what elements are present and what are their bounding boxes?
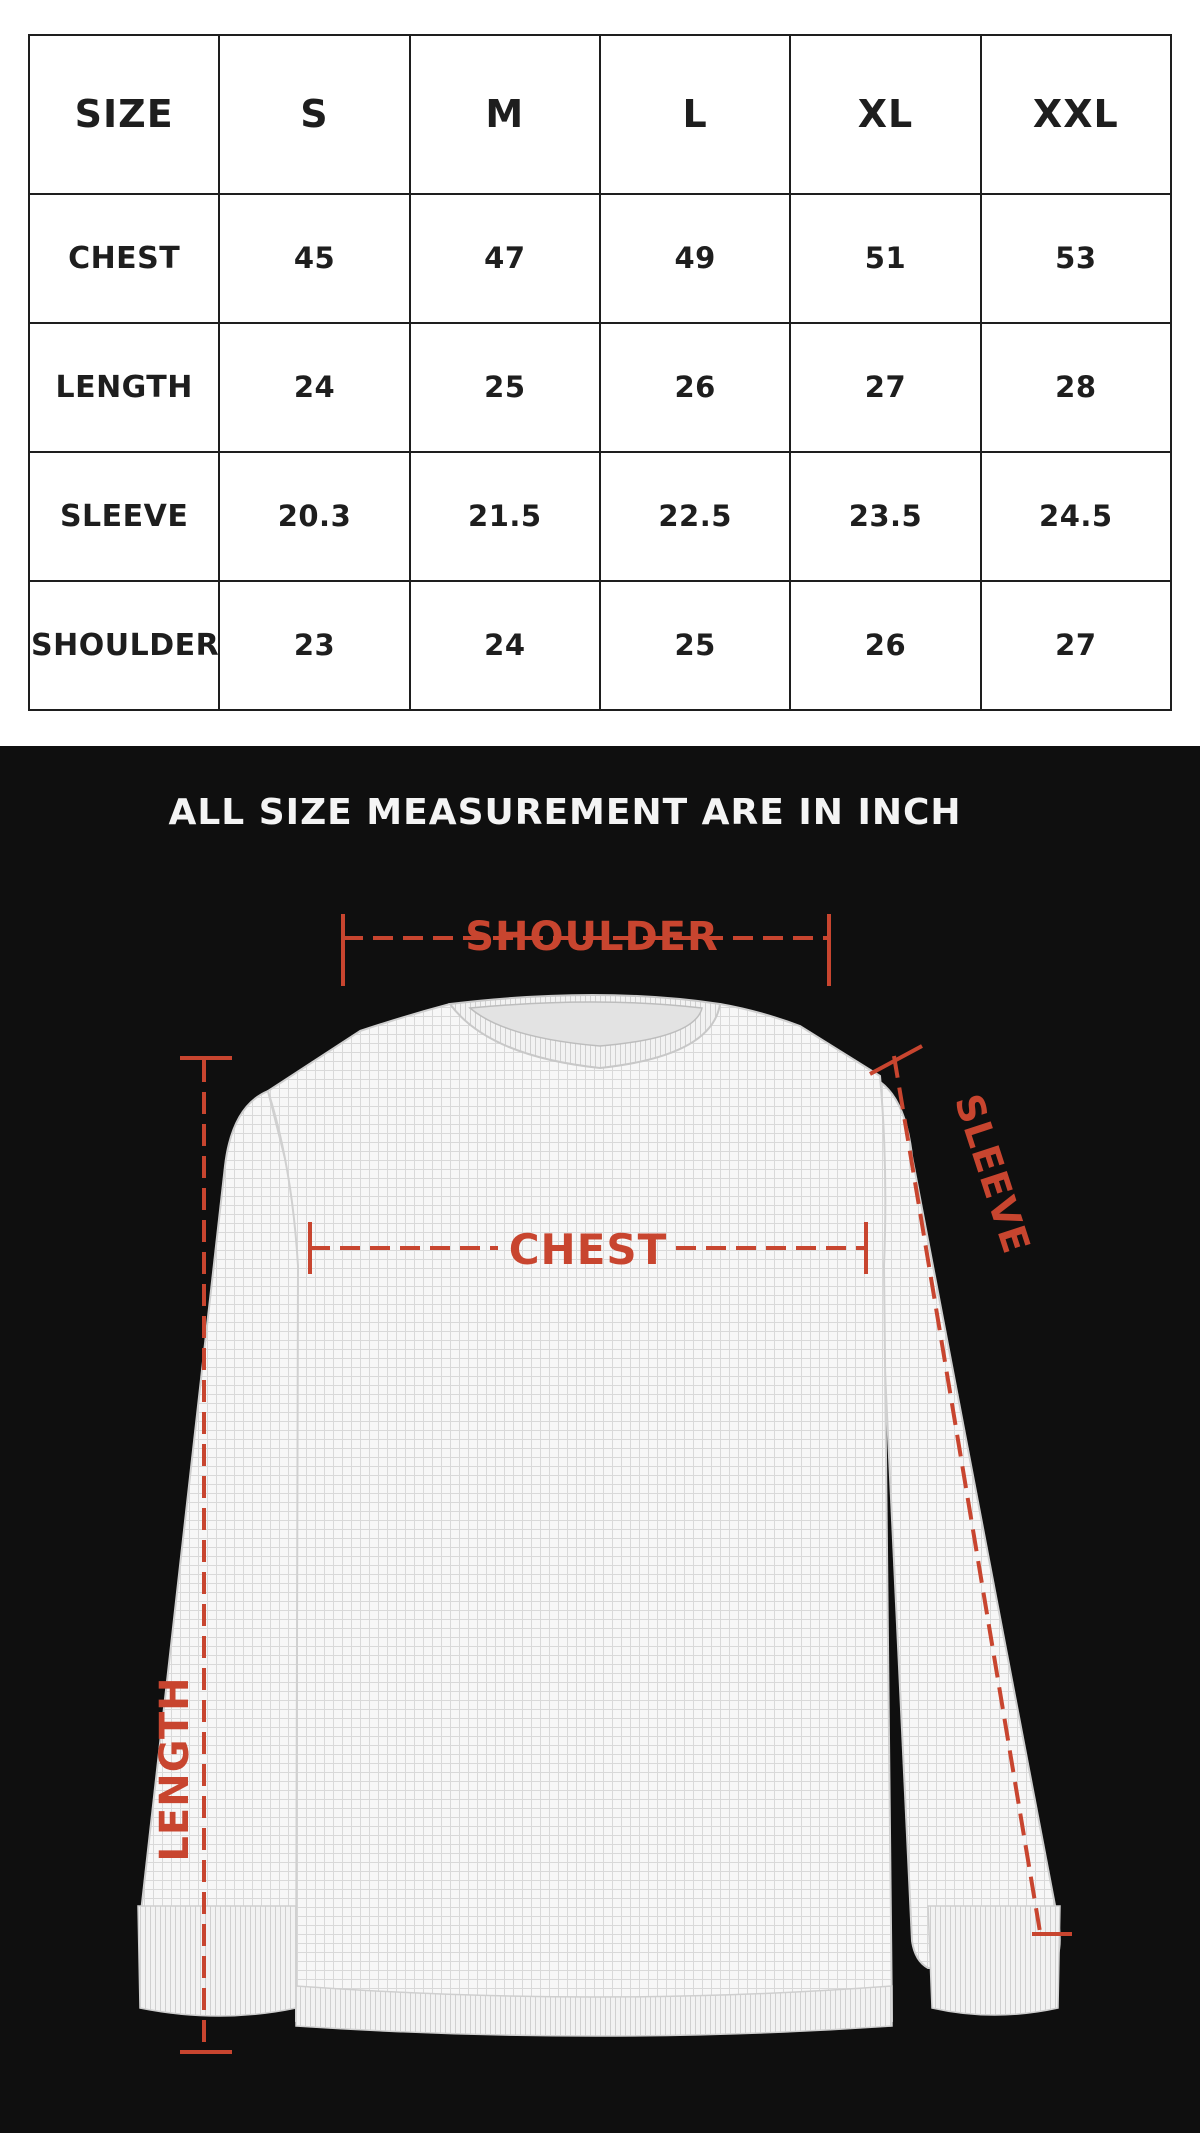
- sweater-illustration: [138, 995, 1060, 2036]
- table-row-shoulder: [29, 581, 1171, 710]
- table-cell: 28: [981, 323, 1171, 452]
- table-cell: 24: [410, 581, 600, 710]
- size-chart-section: [0, 0, 1200, 746]
- table-cell: 51: [790, 194, 980, 323]
- table-cell: 20.3: [219, 452, 409, 581]
- header-cell: L: [600, 35, 790, 194]
- measurement-unit-note: ALL SIZE MEASUREMENT ARE IN INCH: [168, 792, 962, 833]
- table-cell: 21.5: [410, 452, 600, 581]
- sleeve-label: SLEEVE: [945, 1088, 1039, 1260]
- table-cell: 27: [981, 581, 1171, 710]
- header-cell: XL: [790, 35, 980, 194]
- table-row-sleeve: [29, 452, 1171, 581]
- row-label: CHEST: [29, 194, 219, 323]
- header-cell: SIZE: [29, 35, 219, 194]
- chest-label: CHEST: [508, 1225, 668, 1274]
- table-cell: 22.5: [600, 452, 790, 581]
- table-cell: 23: [219, 581, 409, 710]
- right-sleeve: [870, 1076, 1060, 1968]
- sweater-measurement-diagram: [0, 746, 1200, 2133]
- table-row-chest: [29, 194, 1171, 323]
- header-cell: S: [219, 35, 409, 194]
- table-cell: 49: [600, 194, 790, 323]
- table-cell: 45: [219, 194, 409, 323]
- size-chart-table: [28, 34, 1172, 711]
- table-cell: 25: [600, 581, 790, 710]
- table-cell: 23.5: [790, 452, 980, 581]
- table-cell: 47: [410, 194, 600, 323]
- table-cell: 25: [410, 323, 600, 452]
- row-label: SHOULDER: [29, 581, 219, 710]
- table-cell: 24.5: [981, 452, 1171, 581]
- header-cell: M: [410, 35, 600, 194]
- length-label: LENGTH: [152, 1676, 198, 1862]
- table-cell: 24: [219, 323, 409, 452]
- row-label: SLEEVE: [29, 452, 219, 581]
- table-cell: 26: [790, 581, 980, 710]
- table-header-row: [29, 35, 1171, 194]
- table-cell: 26: [600, 323, 790, 452]
- left-cuff: [138, 1906, 296, 2016]
- header-cell: XXL: [981, 35, 1171, 194]
- table-cell: 27: [790, 323, 980, 452]
- row-label: LENGTH: [29, 323, 219, 452]
- shoulder-label: SHOULDER: [465, 914, 719, 960]
- measurement-guide-section: [0, 746, 1200, 2133]
- table-row-length: [29, 323, 1171, 452]
- sweater-body: [268, 1004, 892, 2031]
- table-cell: 53: [981, 194, 1171, 323]
